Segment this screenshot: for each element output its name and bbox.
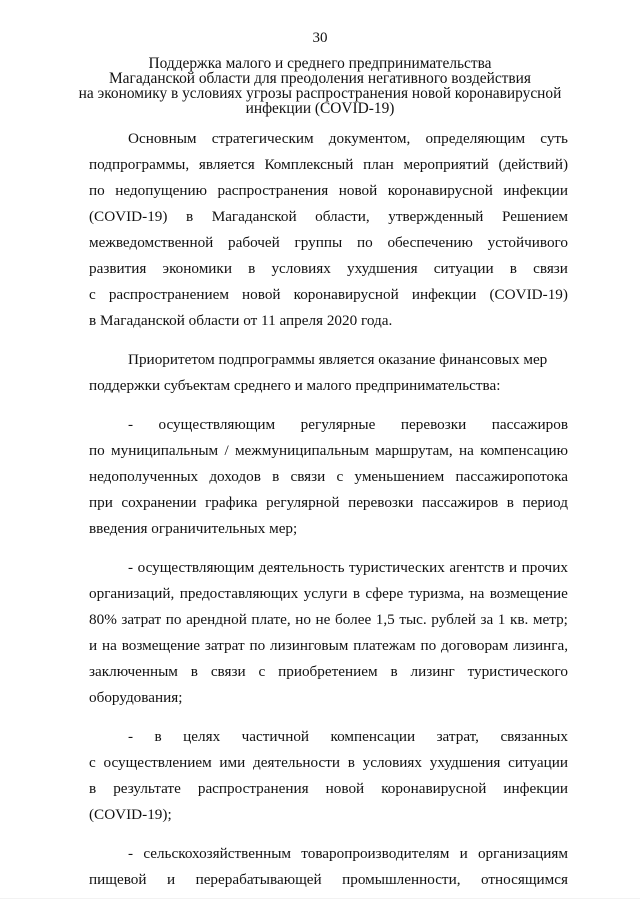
word: (COVID-19) [489, 286, 568, 303]
word: по [356, 234, 373, 251]
word: затрат [121, 611, 162, 628]
text-line [89, 152, 568, 178]
word: тыс. [399, 611, 427, 628]
word: осуществлением [103, 754, 212, 771]
word: мероприятий [403, 156, 489, 173]
word: деятельности [253, 754, 340, 771]
word: является [198, 156, 255, 173]
word: возмещение [121, 637, 200, 654]
word: и [459, 845, 468, 862]
word: заключенным [89, 663, 178, 680]
text-line [89, 659, 568, 685]
word: Магаданской [211, 208, 297, 225]
word: суть [540, 130, 568, 147]
text-line [89, 724, 568, 750]
word: возмещение [489, 585, 568, 602]
title-line: на экономику в условиях угрозы распространения новой коронавирусной [78, 85, 562, 102]
word: муниципальным [111, 442, 219, 459]
word: в [89, 780, 97, 797]
word: обеспечению [387, 234, 473, 251]
title-line: Поддержка малого и среднего предпринимательства [148, 55, 492, 72]
word: рублей [431, 611, 476, 628]
word: 80% [89, 611, 117, 628]
word: и [89, 637, 98, 654]
paragraph [89, 724, 568, 828]
text-line: поддержки субъектам среднего и малого предпринимательства: [89, 377, 501, 394]
text-line: (COVID-19); [89, 806, 172, 823]
word: компенсацию [480, 442, 568, 459]
word: в [390, 663, 398, 680]
word: распространением [108, 286, 229, 303]
word: на [469, 585, 485, 602]
page-number: 30 [312, 30, 328, 46]
paragraph [89, 841, 568, 893]
word: связи [290, 468, 326, 485]
word: ухудшения [429, 754, 501, 771]
text-line [89, 555, 568, 581]
word: перерабатывающей [195, 871, 322, 888]
text-line [89, 282, 568, 308]
word: целях [183, 728, 221, 745]
word: экономики [162, 260, 232, 277]
text-line [89, 178, 568, 204]
word: 1,5 [375, 611, 395, 628]
paragraph [89, 555, 568, 711]
paragraph-gap [89, 828, 568, 841]
word: в [248, 260, 256, 277]
word: уменьшением [354, 468, 445, 485]
word: организациям [477, 845, 568, 862]
text-line [89, 256, 568, 282]
word: пассажиров [491, 416, 568, 433]
word: с [336, 468, 344, 485]
word: прочих [521, 559, 568, 576]
word: сфере [365, 585, 404, 602]
word: определяющим [425, 130, 526, 147]
word: ситуации [508, 754, 568, 771]
word: инфекции [503, 182, 568, 199]
paragraph [89, 412, 568, 542]
word: с [258, 663, 266, 680]
word: (COVID-19) [89, 208, 168, 225]
word: лизинг [410, 663, 455, 680]
word: с [89, 286, 96, 303]
word: приобретением [278, 663, 378, 680]
word: платежам [353, 637, 416, 654]
word: туризма, [408, 585, 465, 602]
word: коронавирусной [387, 182, 493, 199]
text-line [89, 230, 568, 256]
word: - [128, 845, 134, 862]
word: маршрутам, [375, 442, 453, 459]
word: в [154, 728, 162, 745]
word: агентств [449, 559, 505, 576]
text-line [89, 464, 568, 490]
word: ими [219, 754, 246, 771]
word: новой [242, 286, 281, 303]
word: частичной [241, 728, 310, 745]
word: подпрограммы, [89, 156, 190, 173]
word: результате [113, 780, 181, 797]
word: организаций, [89, 585, 175, 602]
word: коронавирусной [293, 286, 399, 303]
word: кв. [509, 611, 529, 628]
word: перевозки [400, 416, 467, 433]
word: связи [533, 260, 568, 277]
word: в [190, 663, 198, 680]
text-line [89, 867, 568, 893]
title-line: инфекции (COVID-19) [245, 100, 395, 117]
word: Комплексный [264, 156, 354, 173]
word: предоставляющих [179, 585, 299, 602]
text-line [89, 126, 568, 152]
word: 1 [497, 611, 506, 628]
word: на [102, 637, 117, 654]
word: межмуниципальным [234, 442, 369, 459]
text-line [89, 581, 568, 607]
word: сельскохозяйственным [143, 845, 292, 862]
word: туристических [349, 559, 445, 576]
word: Основным [128, 130, 197, 147]
word: - [128, 728, 134, 745]
word: ситуации [433, 260, 494, 277]
word: но [295, 611, 311, 628]
word: рабочей [228, 234, 280, 251]
text-line [89, 841, 568, 867]
word: регулярной [266, 494, 340, 511]
word: при [89, 494, 113, 511]
word: - [128, 559, 134, 576]
word: договорам [441, 637, 509, 654]
word: с [89, 754, 96, 771]
word: туристического [467, 663, 568, 680]
word: за [480, 611, 494, 628]
word: плате, [251, 611, 291, 628]
paragraph-gap [89, 334, 568, 347]
word: условиях [362, 754, 423, 771]
body-text [89, 126, 568, 893]
word: документом, [328, 130, 411, 147]
word: по [420, 637, 437, 654]
text-line [89, 438, 568, 464]
word: план [363, 156, 394, 173]
word: недополученных [89, 468, 199, 485]
text-line [89, 490, 568, 516]
word: и [508, 559, 518, 576]
word: осуществляющим [137, 559, 255, 576]
word: межведомственной [89, 234, 214, 251]
word: группы [294, 234, 343, 251]
text-line [89, 204, 568, 230]
paragraph-gap [89, 399, 568, 412]
text-line [89, 412, 568, 438]
text-line [89, 607, 568, 633]
word: стратегическим [211, 130, 314, 147]
word: регулярные [300, 416, 376, 433]
text-line: оборудования; [89, 689, 183, 706]
word: Решением [501, 208, 568, 225]
word: компенсации [330, 728, 416, 745]
word: ухудшения [346, 260, 418, 277]
word: (действий) [498, 156, 568, 173]
text-line [89, 633, 568, 659]
word: связанных [500, 728, 568, 745]
word: инфекции [503, 780, 568, 797]
word: метр; [532, 611, 568, 628]
word: связи [210, 663, 246, 680]
word: промышленности, [342, 871, 461, 888]
word: деятельность [258, 559, 345, 576]
word: товаропроизводителям [301, 845, 450, 862]
word: затрат [204, 637, 245, 654]
word: по [89, 442, 105, 459]
word: на [458, 442, 474, 459]
word: по [165, 611, 182, 628]
word: затрат, [436, 728, 479, 745]
word: более [335, 611, 372, 628]
word: услуги [303, 585, 348, 602]
text-line: Приоритетом подпрограммы является оказание финансовых мер [128, 351, 548, 368]
paragraph [89, 126, 568, 334]
word: области, [315, 208, 370, 225]
word: инфекции [411, 286, 477, 303]
word: перевозки [348, 494, 414, 511]
text-line [89, 776, 568, 802]
word: распространения [197, 780, 309, 797]
word: и [166, 871, 176, 888]
word: в [509, 260, 517, 277]
word: осуществляющим [158, 416, 276, 433]
paragraph-gap [89, 711, 568, 724]
word: - [128, 416, 134, 433]
paragraph-gap [89, 542, 568, 555]
word: в [347, 754, 355, 771]
text-line: введения ограничительных мер; [89, 520, 298, 537]
word: новой [338, 182, 378, 199]
scan-edge [0, 898, 640, 899]
word: утвержденный [388, 208, 484, 225]
word: недопущению [115, 182, 207, 199]
word: в [352, 585, 360, 602]
word: относящимся [480, 871, 568, 888]
word: пищевой [89, 871, 147, 888]
title-line: Магаданской области для преодоления негативного воздействия [109, 70, 531, 87]
word: пассажиропотока [455, 468, 568, 485]
word: арендной [186, 611, 247, 628]
word: по [249, 637, 266, 654]
word: новой [325, 780, 365, 797]
word: условиях [271, 260, 331, 277]
section-title [70, 56, 570, 116]
word: сохранении [121, 494, 197, 511]
word: графика [205, 494, 258, 511]
word: лизинговым [270, 637, 349, 654]
word: в [272, 468, 280, 485]
word: пассажиров [421, 494, 499, 511]
word: развития [89, 260, 147, 277]
word: не [315, 611, 331, 628]
word: в [185, 208, 194, 225]
word: лизинга, [513, 637, 568, 654]
word: по [89, 182, 105, 199]
word: доходов [209, 468, 261, 485]
word: распространения [217, 182, 329, 199]
text-line: в Магаданской области от 11 апреля 2020 года. [89, 312, 393, 329]
word: в [506, 494, 514, 511]
word: устойчивого [487, 234, 568, 251]
word: / [224, 442, 229, 459]
text-line [89, 750, 568, 776]
word: период [522, 494, 568, 511]
paragraph [89, 347, 568, 399]
word: коронавирусной [381, 780, 487, 797]
